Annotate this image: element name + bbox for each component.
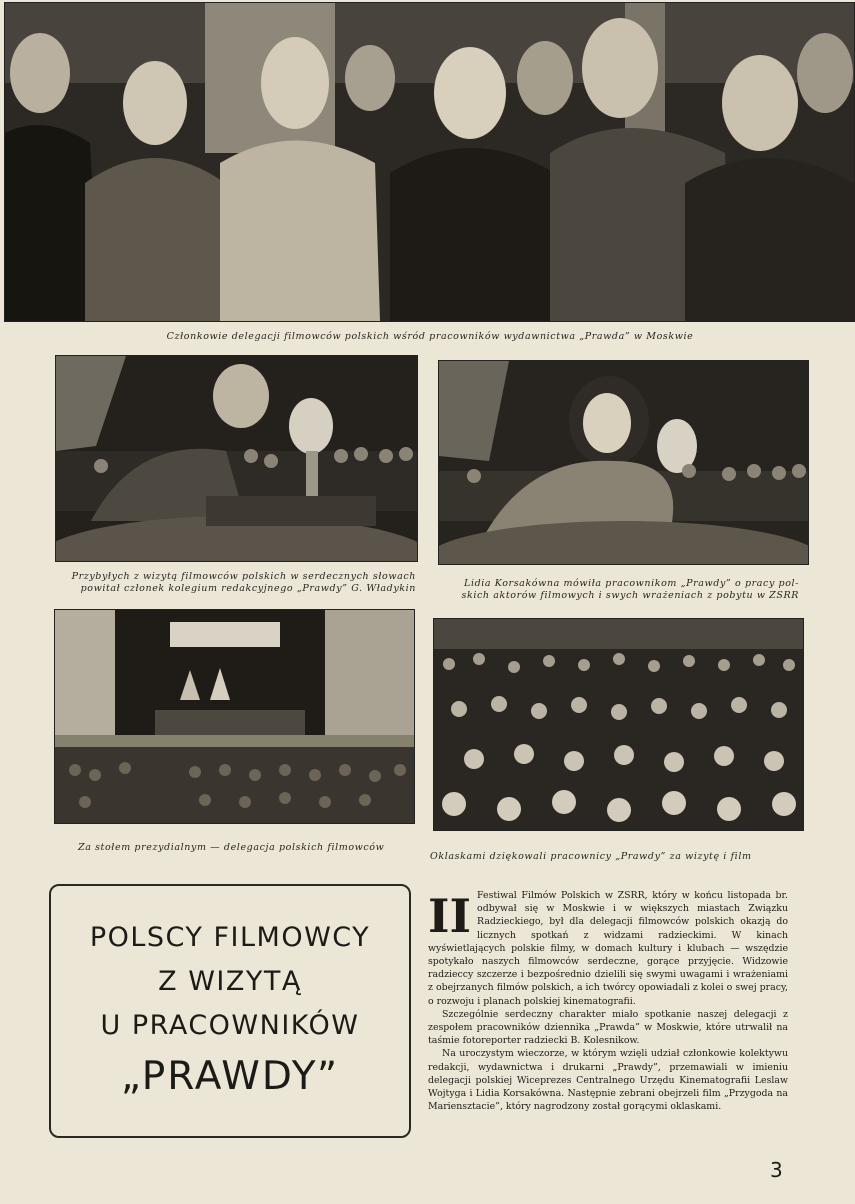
audience-photo xyxy=(433,618,804,831)
audience-caption: Oklaskami dziękowali pracownicy „Prawdy” za wizytę i film xyxy=(430,851,752,862)
title-line-4: „PRAWDY” xyxy=(120,1054,340,1099)
page-number: 3 xyxy=(770,1158,783,1182)
article-paragraph-2: Szczególnie serdeczny charakter miało spotkanie naszej delegacji z zespołem pracowników dziennika „Prawda” w Moskwie, które utrwalił na taśmie fotoreporter radziecki B. Kolesnikow. xyxy=(428,1008,788,1047)
speaker-caption-line2: powitał członek kolegium redakcyjnego „Prawdy” G. Władykin xyxy=(80,583,416,594)
article-paragraph-3: Na uroczystym wieczorze, w którym wzięli udział członkowie kolektywu redakcji, wydawnictwa i drukarni „Prawdy”, przemawiali w imieniu delegacji polskiej Wiceprezes Centralnego Urzędu Kinematografii Leslaw Wojtyga i Lidia Korsakówna. Następnie zebrani obejrzeli film „Przygoda na Mariensztacie”, który nagrodzony został gorącymi oklaskami. xyxy=(428,1048,788,1113)
article-paragraph-1-text: Festiwal Filmów Polskich w ZSRR, który w końcu listopada br. odbywał się w Moskwie i w większych miastach Związku Radzieckiego, był dla delegacji filmowców polskich okazją do licznych spotkań z widzami radzieckimi. W kinach wyświetlających polskie filmy, w domach kultury i klubach — wszędzie spotykało naszych filmowców serdeczne, gorące przyjęcie. Widzowie radzieccy szczerze i bezpośrednio dzielili się swymi uwagami i wrażeniami z obejrzanych filmów polskich, a ich twórcy opowiadali z kolei o swej pracy, o rozwoju i planach polskiej kinematografii. xyxy=(428,890,788,1007)
speaker-caption-line1: Przybyłych z wizytą filmowców polskich w serdecznych słowach xyxy=(71,571,416,582)
article-paragraph-1 xyxy=(428,889,788,1008)
korsakowna-caption-line2: skich aktorów filmowych i swych wrażeniach z pobytu w ZSRR xyxy=(461,590,799,601)
title-line-1: POLSCY FILMOWCY xyxy=(89,922,371,953)
title-line-2: Z WIZYTĄ xyxy=(158,966,302,997)
article-dropcap: II xyxy=(428,889,472,943)
article-title-box xyxy=(49,884,411,1138)
presidium-photo xyxy=(54,609,415,824)
group-photo xyxy=(4,2,855,322)
presidium-caption: Za stołem prezydialnym — delegacja polskich filmowców xyxy=(78,842,385,853)
korsakowna-photo xyxy=(438,360,809,565)
korsakowna-caption-line1: Lidia Korsakówna mówiła pracownikom „Prawdy” o pracy pol- xyxy=(464,578,799,589)
article-body xyxy=(428,889,788,1113)
speaker-photo xyxy=(55,355,418,562)
top-photo-caption: Członkowie delegacji filmowców polskich wśród pracowników wydawnictwa „Prawda” w Moskwie xyxy=(166,331,694,342)
title-line-3: U PRACOWNIKÓW xyxy=(100,1010,360,1041)
